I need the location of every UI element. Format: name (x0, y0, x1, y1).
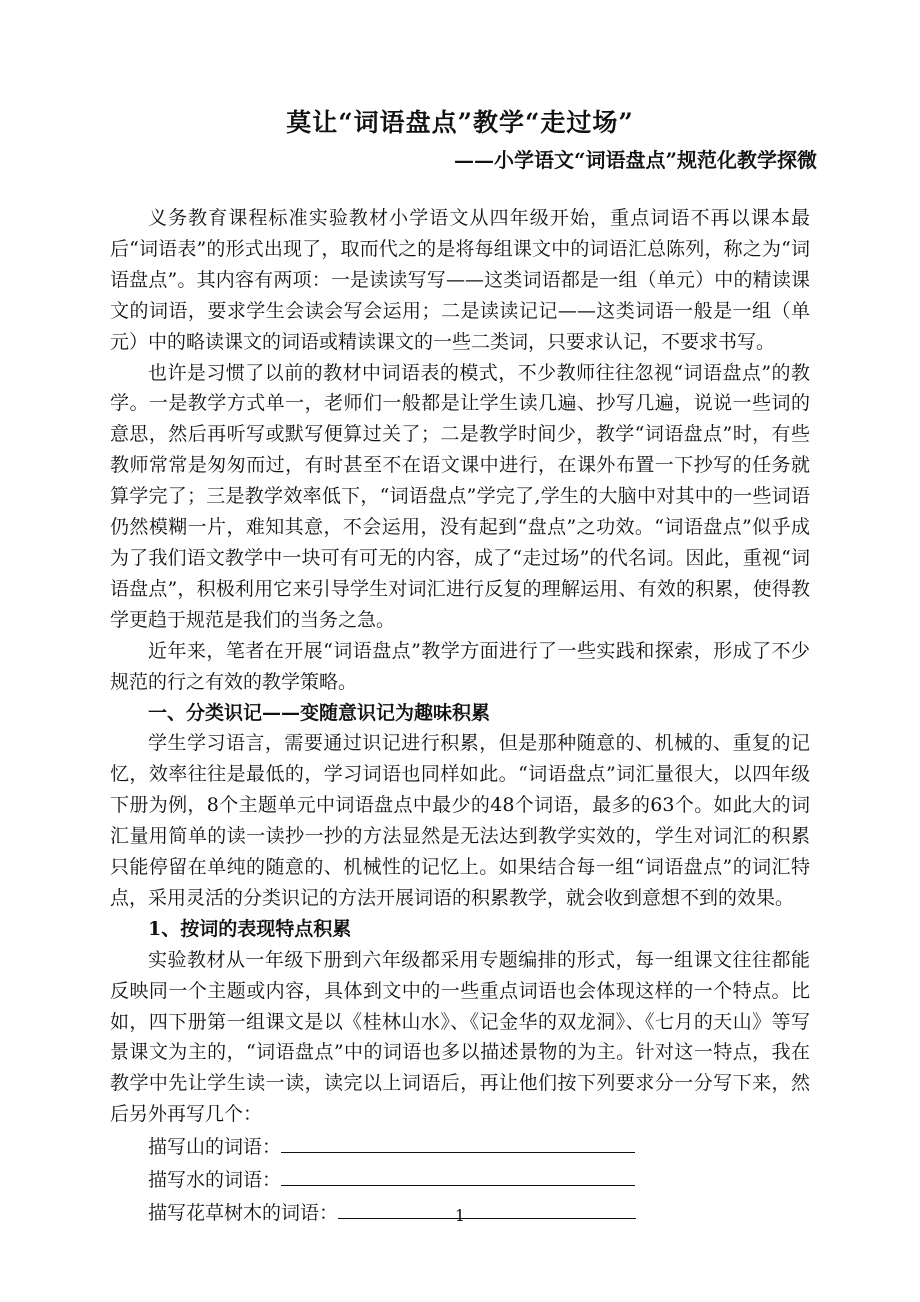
fill-in-blank (281, 1130, 635, 1153)
page-number: 1 (454, 1206, 466, 1225)
document-body (110, 203, 810, 1229)
paragraph: 义务教育课程标准实验教材小学语文从四年级开始，重点词语不再以课本最后“词语表”的形式出现了，取而代之的是将每组课文中的词语汇总陈列，称之为“词语盘点”。其内容有两项：一是读读写写——这类词语都是一组（单元）中的精读课文的词语，要求学生会读会写会运用；二是读读记记——这类词语一般是一组（单元）中的略读课文的词语或精读课文的一些二类词，只要求认记，不要求书写。 (110, 207, 810, 353)
subsection-heading: 1、按词的表现特点积累 (148, 917, 352, 940)
fill-in-line-mountain (110, 1130, 810, 1163)
paragraph: 近年来，笔者在开展“词语盘点”教学方面进行了一些实践和探索，形成了不少规范的行之有效的教学策略。 (110, 639, 810, 693)
fill-in-line-water (110, 1163, 810, 1196)
fill-in-label: 描写水的词语： (148, 1169, 282, 1192)
fill-in-label: 描写山的词语： (148, 1136, 282, 1159)
section-heading: 一、分类识记——变随意识记为趣味积累 (148, 701, 491, 724)
document-subtitle: ——小学语文“词语盘点”规范化教学探微 (453, 148, 817, 172)
fill-in-blank (281, 1163, 635, 1186)
paragraph: 学生学习语言，需要通过识记进行积累，但是那种随意的、机械的、重复的记忆，效率往往是最低的，学习词语也同样如此。“词语盘点”词汇量很大，以四年级下册为例，8个主题单元中词语盘点中最少的48个词语，最多的63个。如此大的词汇量用简单的读一读抄一抄的方法显然是无法达到教学实效的，学生对词汇的积累只能停留在单纯的随意的、机械性的记忆上。如果结合每一组“词语盘点”的词汇特点，采用灵活的分类识记的方法开展词语的积累教学，就会收到意想不到的效果。 (110, 732, 810, 909)
paragraph: 实验教材从一年级下册到六年级都采用专题编排的形式，每一组课文往往都能反映同一个主题或内容，具体到文中的一些重点词语也会体现这样的一个特点。比如，四下册第一组课文是以《桂林山水》、《记金华的双龙洞》、《七月的天山》等写景课文为主的，“词语盘点”中的词语也多以描述景物的为主。针对这一特点，我在教学中先让学生读一读，读完以上词语后，再让他们按下列要求分一分写下来，然后另外再写几个： (110, 948, 810, 1126)
paragraph: 也许是习惯了以前的教材中词语表的模式，不少教师往往忽视“词语盘点”的教学。一是教学方式单一，老师们一般都是让学生读几遍、抄写几遍，说说一些词的意思，然后再听写或默写便算过关了；二是教学时间少，教学“词语盘点”时，有些教师常常是匆匆而过，有时甚至不在语文课中进行，在课外布置一下抄写的任务就算学完了；三是教学效率低下，“词语盘点”学完了,学生的大脑中对其中的一些词语仍然模糊一片，难知其意，不会运用，没有起到“盘点”之功效。“词语盘点”似乎成为了我们语文教学中一块可有可无的内容，成了“走过场”的代名词。因此，重视“词语盘点”，积极利用它来引导学生对词汇进行反复的理解运用、有效的积累，使得教学更趋于规范是我们的当务之急。 (110, 361, 810, 631)
fill-in-label: 描写花草树木的词语： (148, 1202, 339, 1224)
document-title: 莫让“词语盘点”教学“走过场” (286, 108, 634, 137)
